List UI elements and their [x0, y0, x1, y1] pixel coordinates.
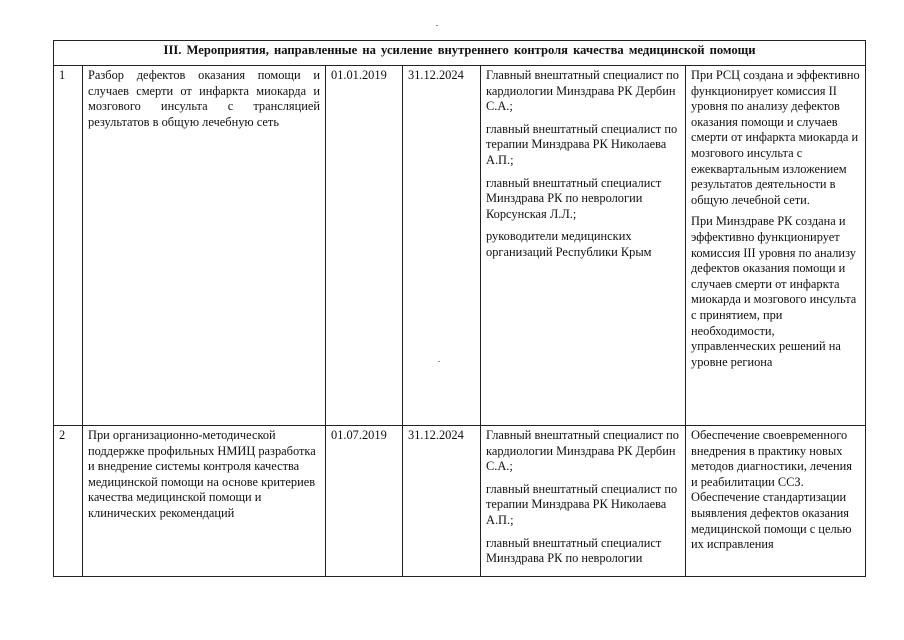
result-cell — [686, 426, 866, 577]
row-number: 2 — [54, 426, 83, 577]
responsible-item: главный внештатный специалист Минздрава РК по неврологии — [486, 535, 662, 566]
responsible-item: руководители медицинских организаций Республики Крым — [486, 229, 652, 259]
section-title: III. Мероприятия, направленные на усиление внутреннего контроля качества медицинской помощи — [54, 41, 866, 66]
end-date-cell: 31.12.2024 — [403, 426, 481, 577]
row-number: 1 — [54, 66, 83, 426]
section-header-row — [54, 41, 866, 66]
responsible-item: главный внештатный специалист по терапии Минздрава РК Николаева А.П.; — [486, 121, 678, 167]
result-item: Обеспечение своевременного внедрения в практику новых методов диагностики, лечения и реабилитации ССЗ. Обеспечение стандартизации выявления дефектов оказания медицинской помощи с целью их исправления — [691, 428, 852, 552]
responsible-item: Главный внештатный специалист по кардиологии Минздрава РК Дербин С.А.; — [486, 428, 679, 474]
result-item: При Минздраве РК создана и эффективно функционирует комиссия III уровня по анализу дефектов оказания помощи и случаев смерти от инфаркта миокарда и мозгового инсульта с принятием, при необходимости, управленческих решений на уровне региона — [691, 214, 857, 369]
responsible-item: Главный внештатный специалист по кардиологии Минздрава РК Дербин С.А.; — [486, 68, 679, 114]
activity-cell: При организационно-методической поддержке профильных НМИЦ разработка и внедрение системы контроля качества медицинской помощи на основе критериев качества медицинской помощи и клинических рекомендаций — [83, 426, 326, 577]
responsible-cell — [481, 66, 686, 426]
activity-cell: Разбор дефектов оказания помощи и случаев смерти от инфаркта миокарда и мозгового инсульта с трансляцией результатов в общую лечебную сеть — [83, 66, 326, 426]
responsible-item: главный внештатный специалист Минздрава РК по неврологии Корсунская Л.Л.; — [486, 175, 662, 221]
start-date-cell: 01.01.2019 — [326, 66, 403, 426]
end-date-cell: 31.12.2024 — [403, 66, 481, 426]
result-cell — [686, 66, 866, 426]
measures-table — [53, 40, 866, 577]
scan-speck — [436, 25, 438, 26]
table-row — [54, 426, 866, 577]
result-item: При РСЦ создана и эффективно функционирует комиссия II уровня по анализу дефектов оказания помощи и случаев смерти от инфаркта миокарда и мозгового инсульта с ежеквартальным изложением результатов деятельности в общую лечебной сети. — [691, 68, 860, 207]
table-row — [54, 66, 866, 426]
responsible-item: главный внештатный специалист по терапии Минздрава РК Николаева А.П.; — [486, 481, 678, 527]
responsible-cell — [481, 426, 686, 577]
start-date-cell: 01.07.2019 — [326, 426, 403, 577]
